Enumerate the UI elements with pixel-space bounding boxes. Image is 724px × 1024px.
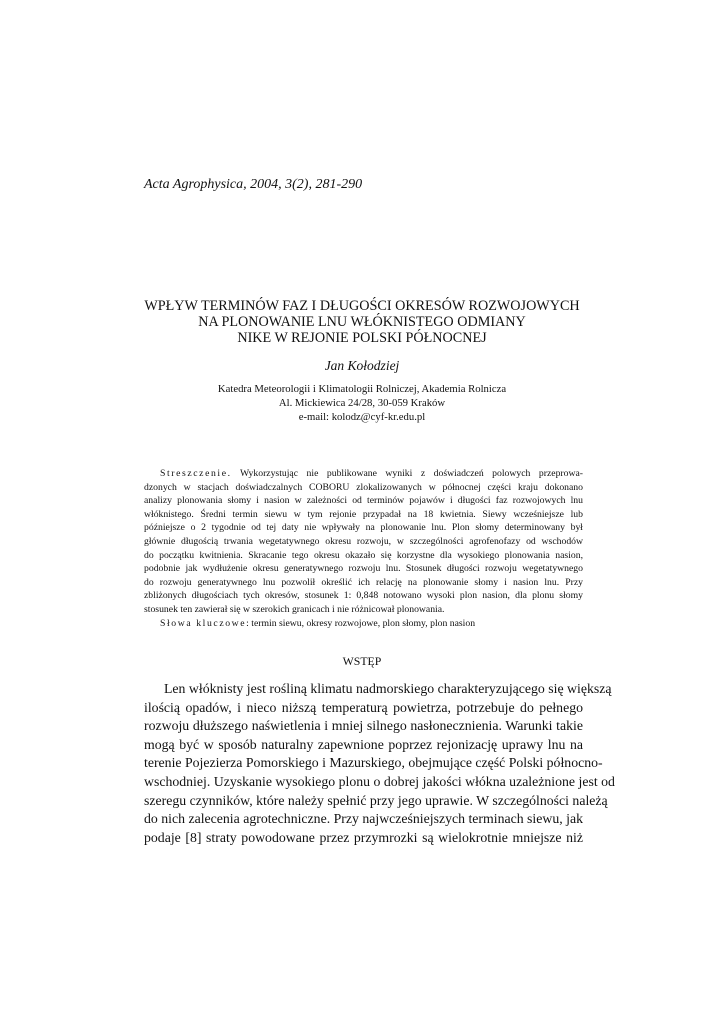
body-line: podaje [8] straty powodowane przez przymrozki są wielokrotnie mniejsze niż: [144, 829, 583, 845]
body-line: szeregu czynników, które należy spełnić przy jego uprawie. W szczególności należą: [144, 792, 608, 808]
journal-citation: Acta Agrophysica, 2004, 3(2), 281-290: [144, 177, 363, 192]
abstract-line: do początku kwitnienia. Skracanie tego okresu okazało się korzystne dla wysokiego plonowania nasion,: [144, 549, 583, 561]
abstract-line: analizy plonowania słomy i nasion w zależności od terminów pojawów i długości faz rozwojowych lnu: [144, 495, 583, 507]
paper-title: [130, 298, 594, 346]
title-line: NA PLONOWANIE LNU WŁÓKNISTEGO ODMIANY: [198, 314, 526, 330]
abstract-line: [144, 467, 583, 481]
abstract-text: Wykorzystując nie publikowane wyniki z doświadczeń polowych przeprowa-: [231, 468, 583, 479]
affiliation-line: Al. Mickiewica 24/28, 30-059 Kraków: [278, 397, 446, 409]
title-line: WPŁYW TERMINÓW FAZ I DŁUGOŚCI OKRESÓW ROZWOJOWYCH: [144, 298, 580, 314]
abstract-line: stosunek ten zawierał się w szerokich granicach i nie różnicował plonowania.: [144, 603, 445, 615]
abstract-line: podobnie jak wydłużenie okresu generatywnego rozwoju lnu. Stosunek długości rozwoju wegetatywnego: [144, 563, 583, 575]
title-line: NIKE W REJONIE POLSKI PÓŁNOCNEJ: [237, 330, 487, 346]
abstract-line: głównie długością trwania wegetatywnego okresu rozwoju, w szczególności agrofenofazy od wschodów: [144, 535, 583, 547]
abstract-line: zbliżonych długościach tych okresów, stosunek 1: 0,848 notowano wysoki plon nasion, dla plonu słomy: [144, 590, 583, 602]
body-line: terenie Pojezierza Pomorskiego i Mazurskiego, obejmujące część Polski północno-: [144, 755, 603, 771]
abstract: [144, 467, 583, 630]
section-heading: WSTĘP: [342, 654, 382, 668]
keywords-text: : termin siewu, okresy rozwojowe, plon słomy, plon nasion: [246, 617, 476, 629]
keywords-line: [144, 617, 583, 631]
body-line: do nich zalecenia agrotechniczne. Przy najwcześniejszych terminach siewu, jak: [144, 811, 584, 827]
author-affiliation: [180, 382, 544, 424]
keywords-label: Słowa kluczowe: [160, 617, 247, 629]
body-line: Len włóknisty jest rośliną klimatu nadmorskiego charakteryzującego się większą: [164, 681, 612, 696]
abstract-line: dzonych w stacjach doświadczalnych COBORU zlokalizowanych w północnej części kraju dokonano: [144, 481, 583, 493]
author-name: Jan Kołodziej: [324, 358, 400, 373]
body-line: wschodniej. Uzyskanie wysokiego plonu o dobrej jakości włókna uzależnione jest od: [144, 773, 615, 789]
body-line: mogą być w sposób naturalny zapewnione poprzez rejonizację uprawy lnu na: [144, 736, 583, 752]
abstract-line: późniejsze o 2 tygodnie od tej daty nie wpływały na plonowanie lnu. Plon słomy determinowany był: [144, 522, 583, 534]
abstract-line: do rozwoju generatywnego lnu pozwolił określić ich relację na plonowanie słomy i nasion lnu. Przy: [144, 576, 583, 588]
affiliation-line: Katedra Meteorologii i Klimatologii Rolniczej, Akademia Rolnicza: [217, 383, 507, 395]
abstract-line: włóknistego. Średni termin siewu w tym rejonie przypadał na 18 kwietnia. Siewy wcześniejsze lub: [144, 508, 583, 520]
email-line: e-mail: kolodz@cyf-kr.edu.pl: [298, 411, 426, 423]
body-line: ilością opadów, i nieco niższą temperaturą powietrza, potrzebuje do pełnego: [144, 699, 583, 715]
abstract-label: Streszczenie.: [160, 468, 232, 479]
body-paragraph: [144, 680, 615, 847]
body-line: rozwoju dłuższego naświetlenia i mniej silnego nasłonecznienia. Warunki takie: [144, 718, 583, 734]
